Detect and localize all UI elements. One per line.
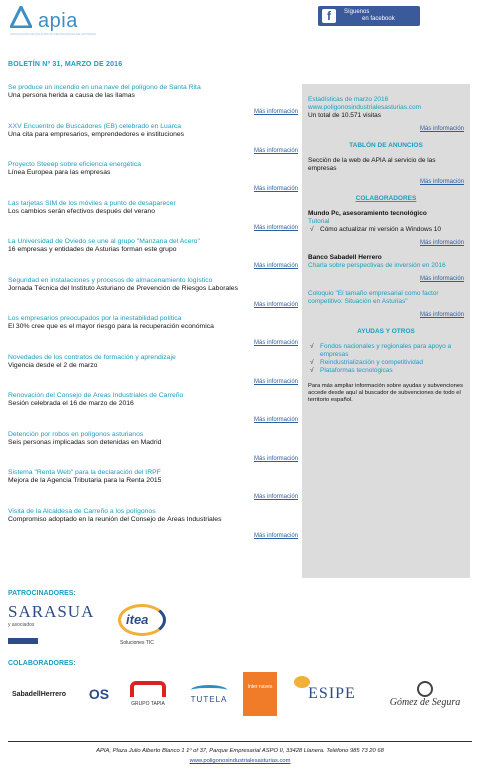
more-info-link[interactable]: Más información: [253, 263, 298, 269]
collab-3-more-link[interactable]: Más información: [419, 312, 464, 318]
collab-block-2: [308, 254, 464, 282]
board-block: [308, 157, 464, 185]
sarasua-bar: [8, 638, 38, 644]
tutela-wave-icon: [191, 685, 227, 695]
gomez-de-segura-logo[interactable]: [380, 668, 470, 720]
footer-divider: [8, 741, 472, 742]
news-item: [8, 508, 300, 547]
news-item: [8, 315, 300, 354]
more-info-link[interactable]: Más información: [253, 109, 298, 115]
news-subtitle: 16 empresas y entidades de Asturias forman este grupo: [8, 246, 177, 253]
news-item: [8, 238, 300, 277]
more-info-link[interactable]: Más información: [253, 340, 298, 346]
facebook-label-line1: Síguenos: [344, 9, 370, 15]
logo-text: apia: [38, 10, 78, 32]
footer-address: APIA, Plaza Julio Alberto Blanco 1 1º of 37, Parque Empresarial ASPO II, 33428 Llanera. Teléfono 985 73 20 68: [96, 748, 384, 754]
news-item: [8, 200, 300, 239]
board-more-link[interactable]: Más información: [419, 179, 464, 185]
sabadell-logo[interactable]: SabadellHerrero: [11, 690, 67, 698]
news-subtitle: Una persona herida a causa de las llamas: [8, 92, 135, 99]
internaves-logo[interactable]: [242, 668, 278, 720]
bulletin-title: BOLETÍN Nº 31, MARZO DE 2016: [8, 61, 123, 68]
news-item: [8, 123, 300, 162]
sponsors-label: PATROCINADORES:: [8, 590, 76, 597]
news-title-link[interactable]: Proyecto Steeep sobre eficiencia energética: [8, 161, 141, 168]
esipe-logo[interactable]: [288, 668, 376, 720]
sarasua-tagline: y asociados: [8, 622, 35, 628]
esipe-bubble-icon: [294, 676, 310, 688]
news-subtitle: Compromiso adoptado en la reunión del Consejo de Áreas Industriales: [8, 515, 222, 523]
board-text: Sección de la web de APIA al servicio de las empresas: [308, 157, 436, 172]
tutela-name: TUTELA: [190, 694, 228, 704]
news-title-link[interactable]: Visita de la Alcaldesa de Carreño a los polígonos: [8, 507, 156, 515]
news-list: [8, 84, 300, 546]
sidebar: [302, 84, 470, 578]
stats-link[interactable]: Estadísticas de marzo 2016: [308, 96, 389, 103]
news-item: [8, 392, 300, 431]
more-info-link[interactable]: Más información: [253, 186, 298, 192]
news-subtitle: Seis personas implicadas son detenidas en Madrid: [8, 438, 162, 446]
collab-2-more-link[interactable]: Más información: [419, 276, 464, 282]
news-title-link[interactable]: Seguridad en instalaciones y procesos de almacenamiento logístico: [8, 276, 213, 284]
collab-1-item: √ Cómo actualizar mi versión a Windows 10: [310, 226, 464, 234]
tapia-logo[interactable]: [122, 668, 174, 720]
news-subtitle: Mejora de la Agencia Tributaria para la Renta 2015: [8, 477, 162, 484]
facebook-icon: f: [322, 9, 336, 23]
collab-1-link[interactable]: Tutorial: [308, 218, 330, 225]
gomez-name: Gómez de Segura: [389, 696, 461, 708]
internaves-name: Inter naves: [243, 672, 277, 716]
tapia-arch-icon: [130, 681, 166, 697]
news-item: [8, 354, 300, 393]
news-subtitle: Vigencia desde el 2 de marzo: [8, 361, 98, 369]
news-title-link[interactable]: Renovación del Consejo de Áreas Industriales de Carreño: [8, 392, 184, 399]
news-title-link[interactable]: Sistema "Renta Web" para la declaración del IRPF: [8, 469, 161, 476]
collab-block-1: [308, 210, 464, 246]
news-item: [8, 469, 300, 508]
news-subtitle: Sesión celebrada el 16 de marzo de 2016: [8, 400, 134, 407]
more-info-link[interactable]: Más información: [253, 532, 298, 539]
collab-block-3: [308, 290, 464, 318]
news-subtitle: Una cita para empresarios, emprendedores e instituciones: [8, 130, 185, 138]
collab-2-name: Banco Sabadell Herrero: [308, 254, 382, 261]
news-item: [8, 277, 300, 316]
news-item: [8, 161, 300, 200]
news-subtitle: El 30% cree que es el mayor riesgo para la recuperación económica: [8, 323, 214, 330]
news-title-link[interactable]: Detención por robos en polígonos asturianos: [8, 430, 144, 438]
more-info-link[interactable]: Más información: [253, 455, 298, 462]
collab-heading[interactable]: COLABORADORES: [355, 195, 417, 202]
gomez-emblem-icon: [417, 681, 433, 697]
os-logo[interactable]: OS: [88, 686, 110, 702]
news-subtitle: Los cambios serán efectivos después del verano: [8, 207, 155, 215]
aid-note: Para más ampliar información sobre ayudas y subvenciones accede desde aquí al buscador de subvenciones de todo el territorio español.: [308, 383, 463, 403]
aid-item[interactable]: [310, 359, 464, 367]
aid-heading: AYUDAS Y OTROS: [357, 328, 415, 335]
news-subtitle: Jornada Técnica del Instituto Asturiano de Prevención de Riesgos Laborales: [8, 284, 238, 292]
more-info-link[interactable]: Más información: [253, 301, 298, 308]
more-info-link[interactable]: Más información: [253, 494, 298, 500]
news-title-link[interactable]: Se produce un incendio en una nave del polígono de Santa Rita: [8, 84, 201, 91]
collab-3-link[interactable]: Coloquio "El tamaño empresarial como factor competitivo: Situación en Asturias": [308, 290, 439, 305]
sarasua-name: SARASUA: [8, 602, 95, 621]
aid-item[interactable]: [310, 343, 464, 359]
aid-block: [308, 343, 464, 404]
tutela-logo[interactable]: [182, 668, 236, 720]
header: [0, 0, 480, 52]
collab-1-more-link[interactable]: Más información: [419, 240, 464, 246]
footer-url-link[interactable]: www.poligonosindustrialesasturias.com: [189, 758, 291, 764]
collab-1-name: Mundo Pc, asesoramiento tecnológico: [308, 210, 427, 217]
news-title-link[interactable]: Los empresarios preocupados por la inestabilidad política: [8, 315, 182, 322]
stats-more-link[interactable]: Más información: [419, 126, 464, 132]
board-heading: TABLÓN DE ANUNCIOS: [349, 142, 423, 149]
aid-list: [310, 343, 464, 375]
facebook-follow-button[interactable]: [318, 6, 420, 26]
aid-item-link[interactable]: Fondos nacionales y regionales para apoyo a empresas: [320, 343, 452, 358]
collab-2-link[interactable]: Charla sobre perspectivas de inversión en 2016: [308, 262, 446, 269]
apia-triangle-icon: [10, 6, 32, 28]
collab-1-list: [310, 226, 464, 234]
news-title-link[interactable]: XXV Encuentro de Buscadores (EB) celebrado en Luarca: [8, 122, 182, 130]
tapia-name: GRUPO TAPIA: [131, 701, 165, 707]
stats-url-link[interactable]: www.poligonosindustrialesasturias.com: [308, 104, 422, 111]
itea-logo[interactable]: [112, 604, 172, 650]
collaborators-logos: [6, 668, 472, 720]
more-info-link[interactable]: Más información: [253, 378, 298, 385]
aid-item-link[interactable]: Plataformas tecnológicas: [320, 367, 393, 374]
aid-item-link[interactable]: Reindustrialización y competitividad: [320, 359, 423, 366]
stats-block: [308, 96, 464, 132]
logo-subtitle: ASOCIACIÓN DE POLÍGONOS INDUSTRIALES DE ASTURIAS: [10, 32, 97, 36]
collaborators-label: COLABORADORES:: [8, 660, 76, 667]
news-title-link[interactable]: Las tarjetas SIM de los móviles a punto de desaparecer: [8, 199, 176, 207]
itea-name: itea: [126, 612, 149, 627]
aid-item[interactable]: [310, 367, 464, 375]
apia-logo[interactable]: [8, 4, 108, 44]
more-info-link[interactable]: Más información: [253, 417, 298, 423]
news-title-link[interactable]: La Universidad de Oviedo se une al grupo "Manzana del Acero": [8, 238, 200, 245]
facebook-label-line2: en facebook: [362, 16, 395, 22]
stats-text: Un total de 10.571 visitas: [308, 112, 381, 119]
more-info-link[interactable]: Más información: [253, 147, 298, 154]
sarasua-logo[interactable]: [6, 600, 102, 650]
news-item: [8, 431, 300, 470]
news-item: [8, 84, 300, 123]
news-subtitle: Línea Europea para las empresas: [8, 169, 111, 176]
news-title-link[interactable]: Novedades de los contratos de formación y aprendizaje: [8, 353, 176, 361]
itea-subtitle: Soluciones TIC: [120, 640, 154, 646]
more-info-link[interactable]: Más información: [253, 224, 298, 231]
esipe-name: ESIPE: [308, 685, 356, 702]
